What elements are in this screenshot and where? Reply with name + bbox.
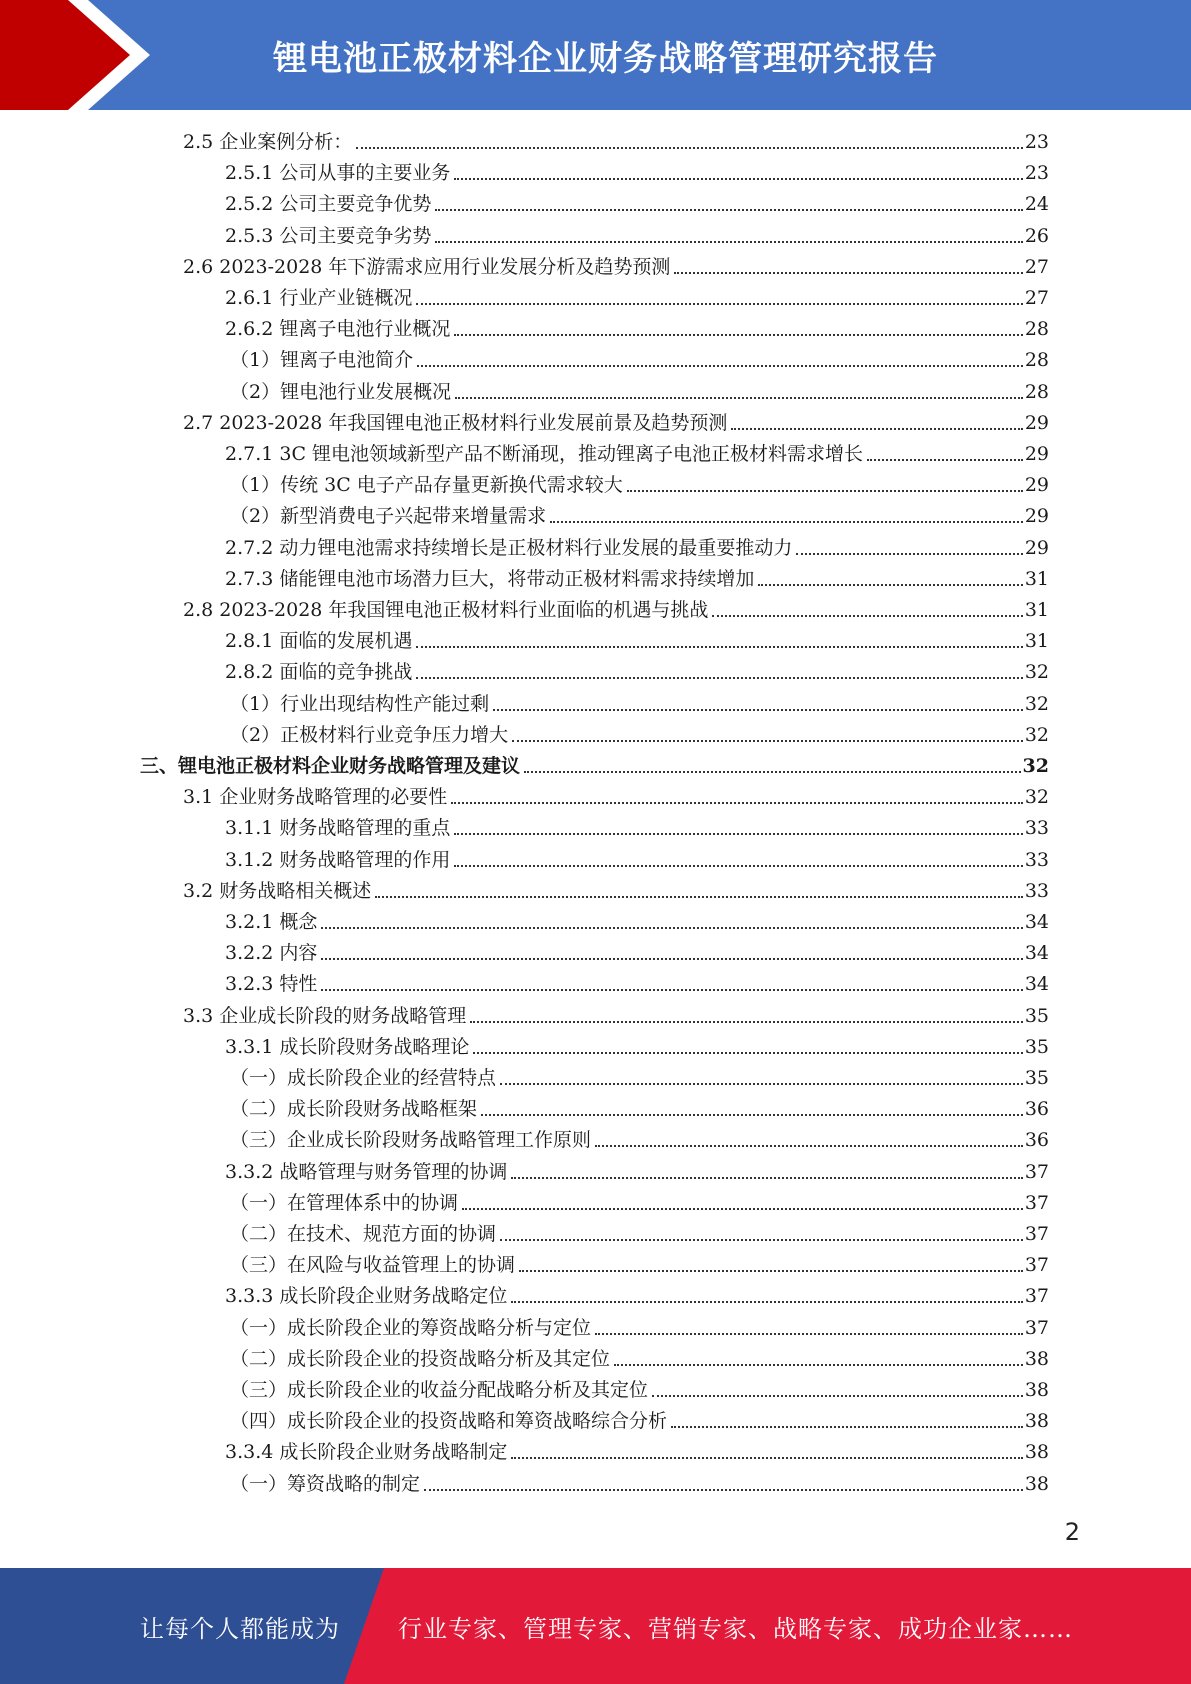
toc-entry-page: 36 [1024,1098,1049,1121]
toc-entry[interactable] [230,1375,1049,1405]
toc-entry[interactable] [225,845,1049,875]
toc-entry[interactable] [230,1219,1049,1249]
toc-entry-label: 3.1.1 财务战略管理的重点 [225,817,451,840]
toc-entry-page: 37 [1024,1316,1049,1339]
toc-entry[interactable] [230,501,1049,531]
toc-dot-leader [614,1363,1023,1366]
toc-dot-leader [796,552,1022,555]
toc-entry[interactable] [183,595,1049,625]
toc-dot-leader [550,520,1023,523]
toc-dot-leader [454,832,1022,835]
toc-entry[interactable] [183,408,1049,438]
toc-entry-label: 三、锂电池正极材料企业财务战略管理及建议 [140,755,521,777]
toc-dot-leader [454,177,1022,180]
toc-entry-page: 29 [1024,474,1049,497]
toc-entry[interactable] [230,1094,1049,1124]
toc-entry-page: 37 [1024,1191,1049,1214]
toc-dot-leader [416,645,1022,648]
toc-entry-label: 2.6.1 行业产业链概况 [225,287,413,309]
toc-dot-leader [321,926,1022,929]
toc-entry[interactable] [230,470,1049,500]
toc-entry-page: 28 [1024,380,1049,403]
toc-dot-leader [321,988,1022,991]
toc-dot-leader [511,1300,1022,1303]
toc-entry-page: 38 [1024,1379,1049,1401]
report-title: 锂电池正极材料企业财务战略管理研究报告 [273,38,938,79]
toc-dot-leader [321,957,1022,960]
toc-entry[interactable] [225,1437,1049,1467]
toc-entry-page: 34 [1024,942,1049,965]
toc-entry[interactable] [183,252,1049,282]
toc-entry[interactable] [225,657,1049,687]
toc-dot-leader [712,614,1022,617]
toc-dot-leader [416,676,1022,679]
toc-entry-label: 2.7 2023-2028 年我国锂电池正极材料行业发展前景及趋势预测 [183,411,728,434]
toc-entry-label: 3.1 企业财务战略管理的必要性 [183,786,448,809]
toc-dot-leader [454,864,1022,867]
toc-entry-label: （2）正极材料行业竞争压力增大 [230,723,509,746]
toc-entry-label: 3.2.1 概念 [225,911,318,933]
toc-dot-leader [424,1488,1023,1491]
toc-entry-page: 33 [1024,817,1049,840]
toc-entry[interactable] [225,439,1049,469]
toc-entry-page: 32 [1024,723,1049,746]
toc-entry[interactable] [230,1406,1049,1436]
toc-dot-leader [473,1051,1022,1054]
toc-entry-label: （二）成长阶段财务战略框架 [230,1098,478,1121]
footer-roles: 行业专家、管理专家、营销专家、战略专家、成功企业家…… [398,1614,1073,1643]
toc-entry[interactable] [230,345,1049,375]
toc-entry[interactable] [230,720,1049,750]
toc-entry-page: 31 [1024,567,1049,590]
toc-entry-page: 32 [1024,692,1049,715]
toc-entry-page: 28 [1024,349,1049,372]
toc-dot-leader [867,458,1023,461]
toc-entry[interactable] [225,221,1049,251]
toc-entry-label: （一）成长阶段企业的筹资战略分析与定位 [230,1316,592,1339]
toc-dot-leader [417,364,1023,367]
toc-entry-page: 36 [1024,1129,1049,1152]
toc-entry-page: 37 [1024,1160,1049,1183]
toc-entry-label: 2.8 2023-2028 年我国锂电池正极材料行业面临的机遇与挑战 [183,599,709,621]
toc-entry-label: （三）企业成长阶段财务战略管理工作原则 [230,1129,592,1152]
toc-entry-page: 27 [1024,255,1049,278]
toc-entry-label: 2.8.1 面临的发展机遇 [225,630,413,653]
toc-entry[interactable] [225,1281,1049,1311]
toc-entry-label: （2）锂电池行业发展概况 [230,380,452,403]
toc-entry[interactable] [225,907,1049,937]
toc-entry[interactable] [230,1344,1049,1374]
toc-entry[interactable] [230,1469,1049,1499]
toc-entry-page: 38 [1024,1347,1049,1370]
toc-entry-label: 2.5.1 公司从事的主要业务 [225,162,451,185]
toc-entry-page: 24 [1024,193,1049,216]
toc-dot-leader [500,1238,1023,1241]
toc-entry-page: 38 [1024,1410,1049,1433]
toc-dot-leader [519,1269,1023,1272]
toc-dot-leader [435,208,1022,211]
toc-entry-label: （一）筹资战略的制定 [230,1472,421,1495]
toc-dot-leader [416,302,1022,305]
toc-dot-leader [481,1113,1023,1116]
toc-entry[interactable] [230,1313,1049,1343]
toc-entry-page: 34 [1024,911,1049,933]
toc-entry-label: 2.8.2 面临的竞争挑战 [225,661,413,684]
toc-entry-label: （1）锂离子电池简介 [230,349,414,372]
toc-entry-page: 35 [1024,1004,1049,1027]
toc-entry-page: 28 [1024,318,1049,341]
toc-entry-page: 31 [1024,630,1049,653]
toc-entry-page: 34 [1024,973,1049,996]
toc-entry[interactable] [183,876,1049,906]
toc-entry-label: （二）在技术、规范方面的协调 [230,1223,497,1245]
toc-entry-label: （二）成长阶段企业的投资战略分析及其定位 [230,1347,611,1370]
toc-entry-page: 32 [1024,661,1049,684]
toc-dot-leader [455,396,1023,399]
toc-dot-leader [511,1176,1022,1179]
toc-entry-page: 23 [1024,131,1049,153]
toc-dot-leader [758,583,1022,586]
toc-entry-label: 3.3.2 战略管理与财务管理的协调 [225,1160,508,1183]
toc-dot-leader [493,708,1023,711]
toc-entry-page: 32 [1024,786,1049,809]
toc-entry-label: 3.2.2 内容 [225,942,318,965]
toc-entry[interactable] [183,127,1049,157]
toc-entry-label: （一）成长阶段企业的经营特点 [230,1067,497,1089]
toc-dot-leader [470,1020,1023,1023]
toc-dot-leader [511,1456,1022,1459]
toc-entry-label: 3.3.1 成长阶段财务战略理论 [225,1035,470,1058]
toc-dot-leader [595,1144,1023,1147]
toc-entry[interactable] [225,813,1049,843]
toc-entry-label: 2.5 企业案例分析： [183,131,353,153]
toc-entry[interactable] [225,314,1049,344]
toc-entry-page: 35 [1024,1067,1049,1089]
toc-entry-page: 27 [1024,287,1049,309]
toc-dot-leader [731,427,1022,430]
toc-entry-label: 3.3 企业成长阶段的财务战略管理 [183,1004,467,1027]
toc-entry[interactable] [225,626,1049,656]
toc-dot-leader [674,271,1022,274]
toc-entry[interactable] [225,158,1049,188]
footer-slogan: 让每个人都能成为 [140,1614,340,1643]
toc-entry[interactable] [225,969,1049,999]
toc-entry-page: 33 [1024,879,1049,902]
toc-entry-page: 37 [1024,1254,1049,1277]
toc-dot-leader [524,770,1021,773]
toc-entry[interactable] [230,1063,1049,1093]
toc-entry[interactable] [225,533,1049,563]
toc-entry-label: 2.7.3 储能锂电池市场潜力巨大，将带动正极材料需求持续增加 [225,567,755,590]
toc-entry-label: （三）成长阶段企业的收益分配战略分析及其定位 [230,1379,649,1401]
toc-dot-leader [671,1425,1023,1428]
toc-entry-page: 37 [1024,1223,1049,1245]
toc-entry-label: 3.3.4 成长阶段企业财务战略制定 [225,1441,508,1464]
toc-dot-leader [454,333,1022,336]
toc-entry-page: 26 [1024,224,1049,247]
toc-entry-label: 3.2 财务战略相关概述 [183,879,372,902]
toc-dot-leader [462,1207,1023,1210]
toc-entry-label: 2.6.2 锂离子电池行业概况 [225,318,451,341]
toc-entry-page: 37 [1024,1285,1049,1308]
toc-dot-leader [627,489,1023,492]
toc-entry-label: 2.7.1 3C 锂电池领域新型产品不断涌现，推动锂离子电池正极材料需求增长 [225,443,864,465]
toc-dot-leader [356,146,1023,149]
toc-dot-leader [375,895,1023,898]
toc-entry-label: （1）传统 3C 电子产品存量更新换代需求较大 [230,474,623,497]
toc-entry-label: 2.5.3 公司主要竞争劣势 [225,224,432,247]
toc-entry-page: 29 [1024,536,1049,559]
toc-entry[interactable] [140,751,1049,781]
toc-entry[interactable] [225,1157,1049,1187]
toc-dot-leader [451,801,1023,804]
toc-entry-label: （2）新型消费电子兴起带来增量需求 [230,505,547,528]
toc-entry-page: 32 [1022,755,1049,777]
toc-entry[interactable] [230,1188,1049,1218]
toc-entry[interactable] [230,689,1049,719]
toc-entry[interactable] [230,1250,1049,1280]
toc-entry[interactable] [183,782,1049,812]
toc-entry-page: 29 [1024,411,1049,434]
toc-entry-page: 35 [1024,1035,1049,1058]
toc-entry[interactable] [225,283,1049,313]
toc-dot-leader [595,1332,1023,1335]
toc-entry[interactable] [183,1001,1049,1031]
toc-dot-leader [512,739,1023,742]
toc-dot-leader [435,240,1022,243]
toc-entry-label: （一）在管理体系中的协调 [230,1191,459,1214]
toc-dot-leader [652,1394,1023,1397]
toc-entry-page: 38 [1024,1472,1049,1495]
toc-entry-label: 3.1.2 财务战略管理的作用 [225,848,451,871]
toc-entry[interactable] [225,564,1049,594]
page-footer [0,1568,1191,1684]
page-number: 2 [1064,1518,1080,1546]
toc-entry[interactable] [230,377,1049,407]
toc-entry-page: 23 [1024,162,1049,185]
toc-entry-label: 3.2.3 特性 [225,973,318,996]
toc-entry-label: （四）成长阶段企业的投资战略和筹资战略综合分析 [230,1410,668,1433]
toc-dot-leader [500,1082,1023,1085]
toc-entry-page: 31 [1024,599,1049,621]
toc-entry-page: 29 [1024,443,1049,465]
toc-entry-label: 2.6 2023-2028 年下游需求应用行业发展分析及趋势预测 [183,255,671,278]
toc-entry[interactable] [225,1032,1049,1062]
toc-entry-label: （三）在风险与收益管理上的协调 [230,1254,516,1277]
toc-entry[interactable] [225,189,1049,219]
toc-entry-label: 2.5.2 公司主要竞争优势 [225,193,432,216]
toc-entry-label: 3.3.3 成长阶段企业财务战略定位 [225,1285,508,1308]
toc-entry-page: 33 [1024,848,1049,871]
toc-entry-page: 29 [1024,505,1049,528]
page-header [0,0,1191,110]
toc-entry-page: 38 [1024,1441,1049,1464]
toc-entry-label: 2.7.2 动力锂电池需求持续增长是正极材料行业发展的最重要推动力 [225,536,793,559]
toc-entry[interactable] [225,938,1049,968]
toc-entry-label: （1）行业出现结构性产能过剩 [230,692,490,715]
toc-entry[interactable] [230,1125,1049,1155]
